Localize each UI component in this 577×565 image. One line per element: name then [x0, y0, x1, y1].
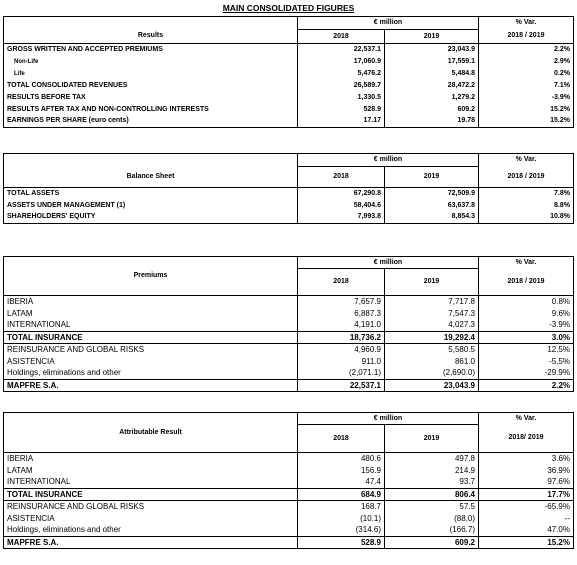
balance-row-var: 8.8%: [479, 200, 574, 212]
attributable-var-range: 2018/ 2019: [479, 425, 574, 453]
results-row-2019: 5,484.8: [385, 68, 479, 80]
balance-row-label: TOTAL ASSETS: [4, 188, 298, 200]
results-row-2019: 23,043.9: [385, 44, 479, 56]
premiums-row-2019: 23,043.9: [385, 380, 479, 392]
premiums-total-insurance-label: TOTAL INSURANCE: [4, 332, 298, 344]
premiums-year-2018: 2018: [298, 269, 385, 296]
attributable-row-var: 15.2%: [479, 537, 574, 549]
premiums-row-2018: (2,071.1): [298, 368, 385, 380]
attributable-row-var: 3.6%: [479, 453, 574, 465]
attributable-row-2018: (10.1): [298, 513, 385, 525]
results-row-label: Life: [4, 68, 298, 80]
page-title: MAIN CONSOLIDATED FIGURES: [222, 3, 355, 13]
premiums-year-2019: 2019: [385, 269, 479, 296]
results-var-range: 2018 / 2019: [479, 30, 574, 44]
premiums-row-label: INTERNATIONAL: [4, 320, 298, 332]
results-year-2018: 2018: [298, 30, 385, 44]
attributable-row-2018: 47.4: [298, 477, 385, 489]
premiums-row-label: IBERIA: [4, 296, 298, 308]
balance-header-blank: [4, 154, 298, 167]
premiums-row-2018: 22,537.1: [298, 380, 385, 392]
premiums-row-var: -29.9%: [479, 368, 574, 380]
results-table: [3, 16, 574, 128]
results-row-var: -3.9%: [479, 92, 574, 104]
results-row-2018: 17,060.9: [298, 56, 385, 68]
balance-row-2019: 72,509.9: [385, 188, 479, 200]
premiums-row-var: 12.5%: [479, 344, 574, 356]
attributable-row-2019: 93.7: [385, 477, 479, 489]
balance-row-2018: 58,404.6: [298, 200, 385, 212]
premiums-row-var: 0.8%: [479, 296, 574, 308]
premiums-row-var: 3.0%: [479, 332, 574, 344]
attributable-row-2018: 528.9: [298, 537, 385, 549]
balance-year-2019: 2019: [385, 167, 479, 188]
attributable-total-insurance-label: TOTAL INSURANCE: [4, 489, 298, 501]
premiums-row-label: ASISTENCIA: [4, 356, 298, 368]
premiums-row-2019: (2,690.0): [385, 368, 479, 380]
results-row-label: TOTAL CONSOLIDATED REVENUES: [4, 80, 298, 92]
attributable-row-var: --: [479, 513, 574, 525]
balance-row-2019: 63,637.8: [385, 200, 479, 212]
attributable-row-2018: 168.7: [298, 501, 385, 513]
results-row-2018: 26,589.7: [298, 80, 385, 92]
premiums-row-var: 2.2%: [479, 380, 574, 392]
attributable-row-label: LATAM: [4, 465, 298, 477]
balance-row-label: SHAREHOLDERS' EQUITY: [4, 212, 298, 224]
balance-var-header: % Var.: [479, 154, 574, 167]
results-row-2018: 1,330.5: [298, 92, 385, 104]
results-title: Results: [4, 30, 298, 44]
results-row-var: 15.2%: [479, 116, 574, 128]
premiums-row-label: LATAM: [4, 308, 298, 320]
results-row-2018: 528.9: [298, 104, 385, 116]
results-header-blank: [4, 17, 298, 30]
premiums-million-header: € million: [298, 257, 479, 269]
attributable-row-2019: 214.9: [385, 465, 479, 477]
attributable-result-table: [3, 412, 574, 549]
premiums-row-var: -5.5%: [479, 356, 574, 368]
premiums-row-2018: 4,960.9: [298, 344, 385, 356]
premiums-row-2019: 5,580.5: [385, 344, 479, 356]
attributable-row-2019: 609.2: [385, 537, 479, 549]
results-year-2019: 2019: [385, 30, 479, 44]
attributable-row-var: 17.7%: [479, 489, 574, 501]
attributable-row-2018: 156.9: [298, 465, 385, 477]
attributable-row-2018: (314.6): [298, 525, 385, 537]
results-row-var: 0.2%: [479, 68, 574, 80]
balance-var-range: 2018 / 2019: [479, 167, 574, 188]
balance-row-2019: 8,854.3: [385, 212, 479, 224]
attributable-row-var: 47.0%: [479, 525, 574, 537]
results-row-var: 15.2%: [479, 104, 574, 116]
results-million-header: € million: [298, 17, 479, 30]
premiums-row-2019: 7,717.8: [385, 296, 479, 308]
attributable-row-var: 97.6%: [479, 477, 574, 489]
premiums-row-var: -3.9%: [479, 320, 574, 332]
attributable-million-header: € million: [298, 413, 479, 425]
balance-title: Balance Sheet: [4, 167, 298, 188]
attributable-row-var: 36.9%: [479, 465, 574, 477]
premiums-row-2019: 4,027.3: [385, 320, 479, 332]
results-row-label: RESULTS AFTER TAX AND NON-CONTROLLING INTERESTS: [4, 104, 298, 116]
attributable-row-2018: 480.6: [298, 453, 385, 465]
premiums-mapfre-total-label: MAPFRE S.A.: [4, 380, 298, 392]
results-row-label: Non-Life: [4, 56, 298, 68]
premiums-row-var: 9.6%: [479, 308, 574, 320]
premiums-var-range: 2018 / 2019: [479, 269, 574, 296]
balance-million-header: € million: [298, 154, 479, 167]
results-row-2019: 609.2: [385, 104, 479, 116]
premiums-title: Premiums: [4, 257, 298, 296]
results-row-label: EARNINGS PER SHARE (euro cents): [4, 116, 298, 128]
attributable-row-2019: 497.8: [385, 453, 479, 465]
attributable-year-2019: 2019: [385, 425, 479, 453]
results-row-2019: 28,472.2: [385, 80, 479, 92]
balance-sheet-table: [3, 153, 574, 224]
premiums-row-2018: 6,887.3: [298, 308, 385, 320]
premiums-row-2019: 861.0: [385, 356, 479, 368]
results-row-var: 2.2%: [479, 44, 574, 56]
results-row-var: 7.1%: [479, 80, 574, 92]
premiums-row-2018: 911.0: [298, 356, 385, 368]
attributable-title: Attributable Result: [4, 413, 298, 453]
premiums-row-2018: 4,191.0: [298, 320, 385, 332]
attributable-row-2019: (166.7): [385, 525, 479, 537]
attributable-row-label: ASISTENCIA: [4, 513, 298, 525]
premiums-row-label: Holdings, eliminations and other: [4, 368, 298, 380]
balance-row-2018: 7,993.8: [298, 212, 385, 224]
premiums-var-header: % Var.: [479, 257, 574, 269]
attributable-row-var: -65.9%: [479, 501, 574, 513]
attributable-row-2019: (88.0): [385, 513, 479, 525]
results-row-2018: 22,537.1: [298, 44, 385, 56]
results-row-2018: 17.17: [298, 116, 385, 128]
results-row-2019: 19.78: [385, 116, 479, 128]
balance-year-2018: 2018: [298, 167, 385, 188]
results-row-2018: 5,476.2: [298, 68, 385, 80]
attributable-year-2018: 2018: [298, 425, 385, 453]
attributable-row-label: REINSURANCE AND GLOBAL RISKS: [4, 501, 298, 513]
results-row-label: RESULTS BEFORE TAX: [4, 92, 298, 104]
premiums-row-2019: 7,547.3: [385, 308, 479, 320]
attributable-row-2019: 806.4: [385, 489, 479, 501]
attributable-row-2018: 684.9: [298, 489, 385, 501]
results-var-header: % Var.: [479, 17, 574, 30]
premiums-row-label: REINSURANCE AND GLOBAL RISKS: [4, 344, 298, 356]
balance-row-var: 7.8%: [479, 188, 574, 200]
results-row-2019: 1,279.2: [385, 92, 479, 104]
attributable-row-label: Holdings, eliminations and other: [4, 525, 298, 537]
balance-row-label: ASSETS UNDER MANAGEMENT (1): [4, 200, 298, 212]
attributable-row-label: IBERIA: [4, 453, 298, 465]
balance-row-2018: 67,290.8: [298, 188, 385, 200]
premiums-row-2018: 7,657.9: [298, 296, 385, 308]
attributable-mapfre-total-label: MAPFRE S.A.: [4, 537, 298, 549]
results-row-label: GROSS WRITTEN AND ACCEPTED PREMIUMS: [4, 44, 298, 56]
attributable-row-label: INTERNATIONAL: [4, 477, 298, 489]
attributable-var-header: % Var.: [479, 413, 574, 425]
premiums-row-2019: 19,292.4: [385, 332, 479, 344]
premiums-row-2018: 18,736.2: [298, 332, 385, 344]
results-row-var: 2.9%: [479, 56, 574, 68]
balance-row-var: 10.8%: [479, 212, 574, 224]
premiums-table: [3, 256, 574, 392]
results-row-2019: 17,559.1: [385, 56, 479, 68]
attributable-row-2019: 57.5: [385, 501, 479, 513]
